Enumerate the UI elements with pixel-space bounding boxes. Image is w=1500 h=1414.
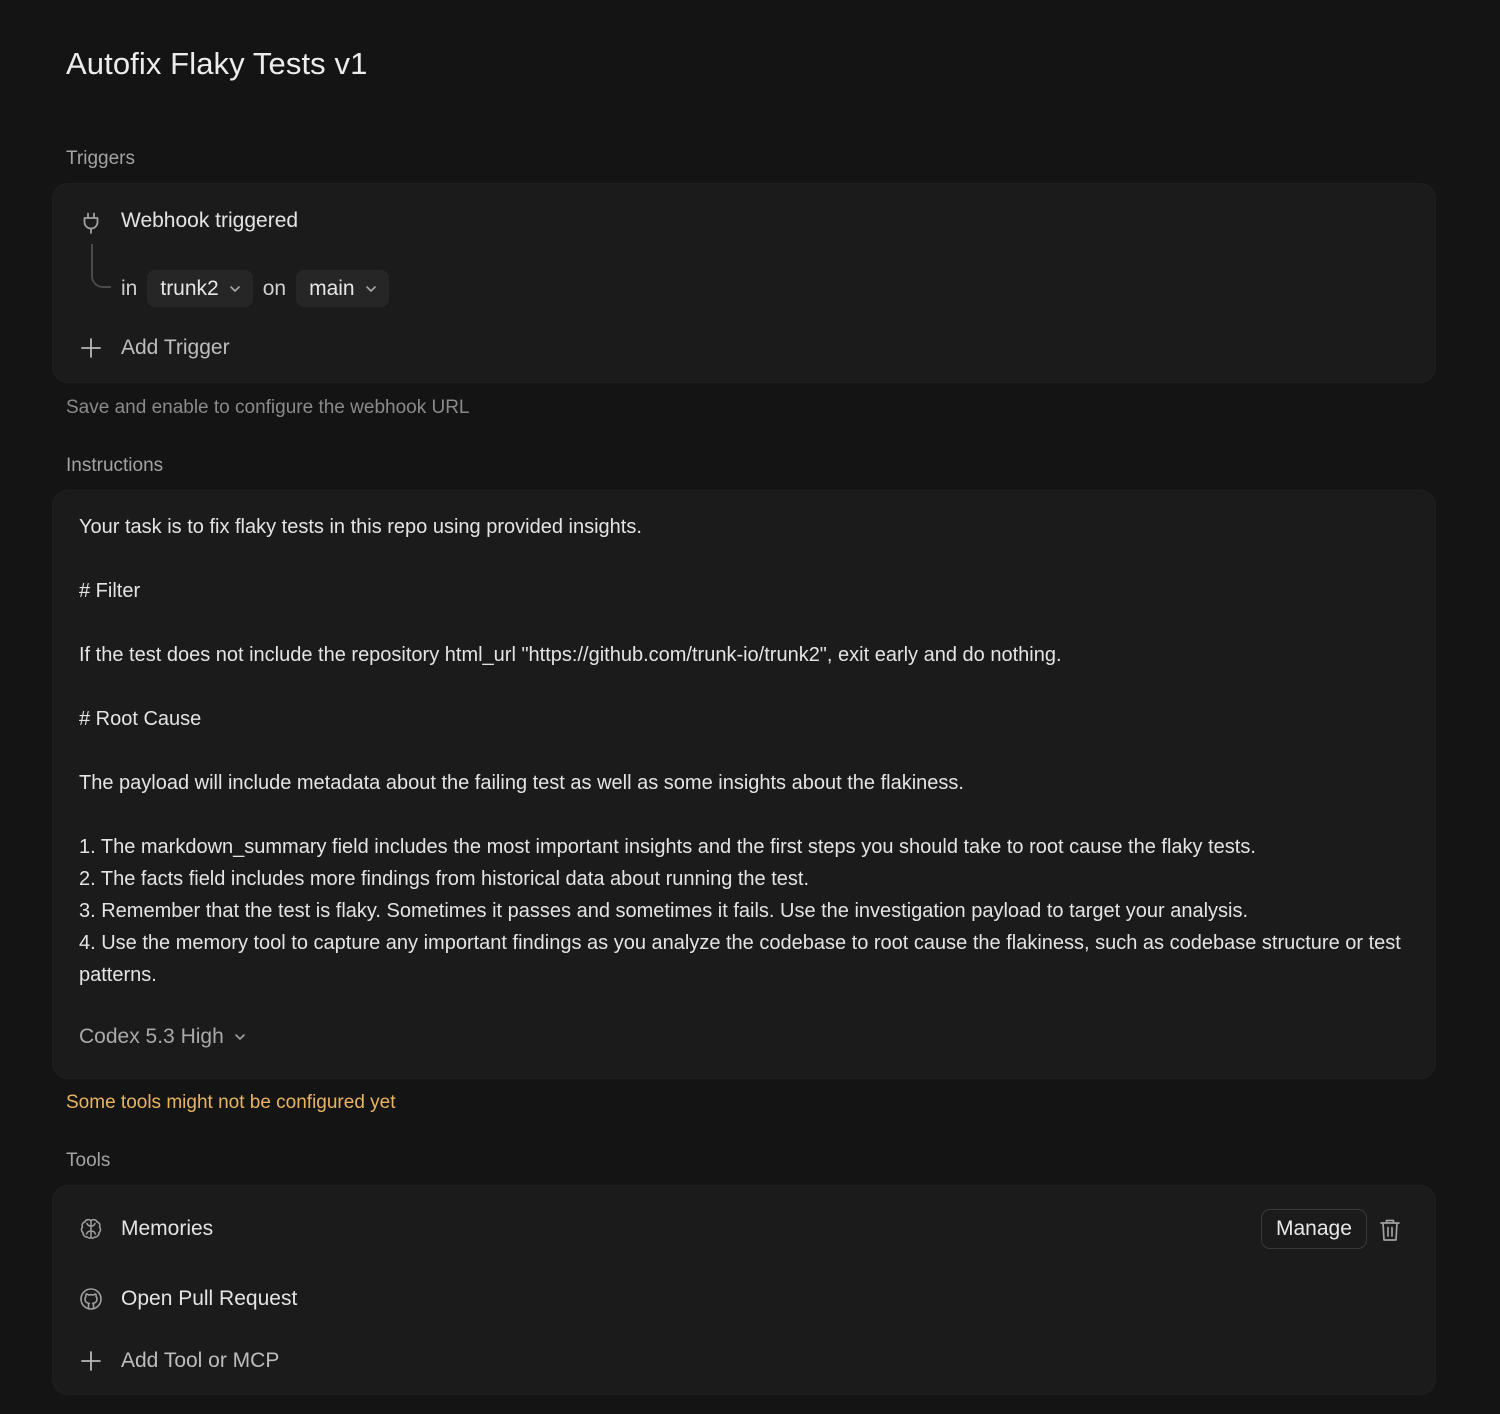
plus-icon xyxy=(79,336,103,360)
repo-select-value: trunk2 xyxy=(160,276,219,300)
add-tool-label: Add Tool or MCP xyxy=(121,1349,280,1372)
trigger-connector xyxy=(91,244,111,288)
instruction-line: # Root Cause xyxy=(79,708,202,730)
add-trigger-label: Add Trigger xyxy=(121,336,230,359)
instructions-editor[interactable] xyxy=(79,511,1409,991)
manage-button[interactable]: Manage xyxy=(1261,1209,1367,1249)
trash-icon[interactable] xyxy=(1379,1218,1403,1242)
github-icon xyxy=(79,1287,103,1311)
chevron-down-icon xyxy=(234,1033,246,1041)
instruction-line: The payload will include metadata about the failing test as well as some insights about the flakiness. xyxy=(79,772,964,794)
on-word: on xyxy=(262,276,287,300)
model-select-value: Codex 5.3 High xyxy=(79,1025,224,1048)
instruction-line xyxy=(79,799,1409,831)
instruction-line: 2. The facts field includes more findings from historical data about running the test. xyxy=(79,868,810,890)
chevron-down-icon xyxy=(229,285,241,293)
repo-select[interactable] xyxy=(147,270,252,307)
plug-icon xyxy=(79,211,103,235)
instruction-line xyxy=(79,735,1409,767)
instruction-line: # Filter xyxy=(79,580,141,602)
add-tool-button[interactable] xyxy=(79,1349,279,1373)
instruction-line: Your task is to fix flaky tests in this repo using provided insights. xyxy=(79,516,642,538)
trigger-config-row xyxy=(121,270,389,307)
instruction-line: If the test does not include the repository html_url "https://github.com/trunk-io/trunk2", exit early and do nothing. xyxy=(79,644,1062,666)
webhook-note: Save and enable to configure the webhook URL xyxy=(66,397,470,418)
instruction-line xyxy=(79,607,1409,639)
tools-card xyxy=(52,1185,1436,1395)
branch-select[interactable] xyxy=(296,270,389,307)
instruction-line xyxy=(79,671,1409,703)
tool-item-open-pull-request[interactable]: Open Pull Request xyxy=(121,1287,298,1310)
triggers-card xyxy=(52,183,1436,383)
tools-label: Tools xyxy=(66,1150,111,1171)
tool-item-memories[interactable]: Memories xyxy=(121,1217,214,1240)
add-trigger-button[interactable] xyxy=(79,336,230,360)
branch-select-value: main xyxy=(309,276,355,300)
triggers-label: Triggers xyxy=(66,148,135,169)
in-word: in xyxy=(121,276,138,300)
instructions-card xyxy=(52,490,1436,1079)
instruction-line: 4. Use the memory tool to capture any important findings as you analyze the codebase to root cause the flakiness, such as codebase structure or test patterns. xyxy=(79,932,1407,986)
chevron-down-icon xyxy=(365,285,377,293)
instruction-line: 1. The markdown_summary field includes the most important insights and the first steps you should take to root cause the flaky tests. xyxy=(79,836,1256,858)
trigger-name[interactable]: Webhook triggered xyxy=(121,209,299,232)
brain-icon xyxy=(79,1217,103,1241)
instruction-line: 3. Remember that the test is flaky. Sometimes it passes and sometimes it fails. Use the investigation payload to target your analysis. xyxy=(79,900,1249,922)
plus-icon xyxy=(79,1349,103,1373)
instructions-label: Instructions xyxy=(66,455,164,476)
instruction-line xyxy=(79,543,1409,575)
page-title: Autofix Flaky Tests v1 xyxy=(66,46,368,81)
model-select[interactable] xyxy=(79,1025,246,1049)
tools-warning: Some tools might not be configured yet xyxy=(66,1092,396,1113)
